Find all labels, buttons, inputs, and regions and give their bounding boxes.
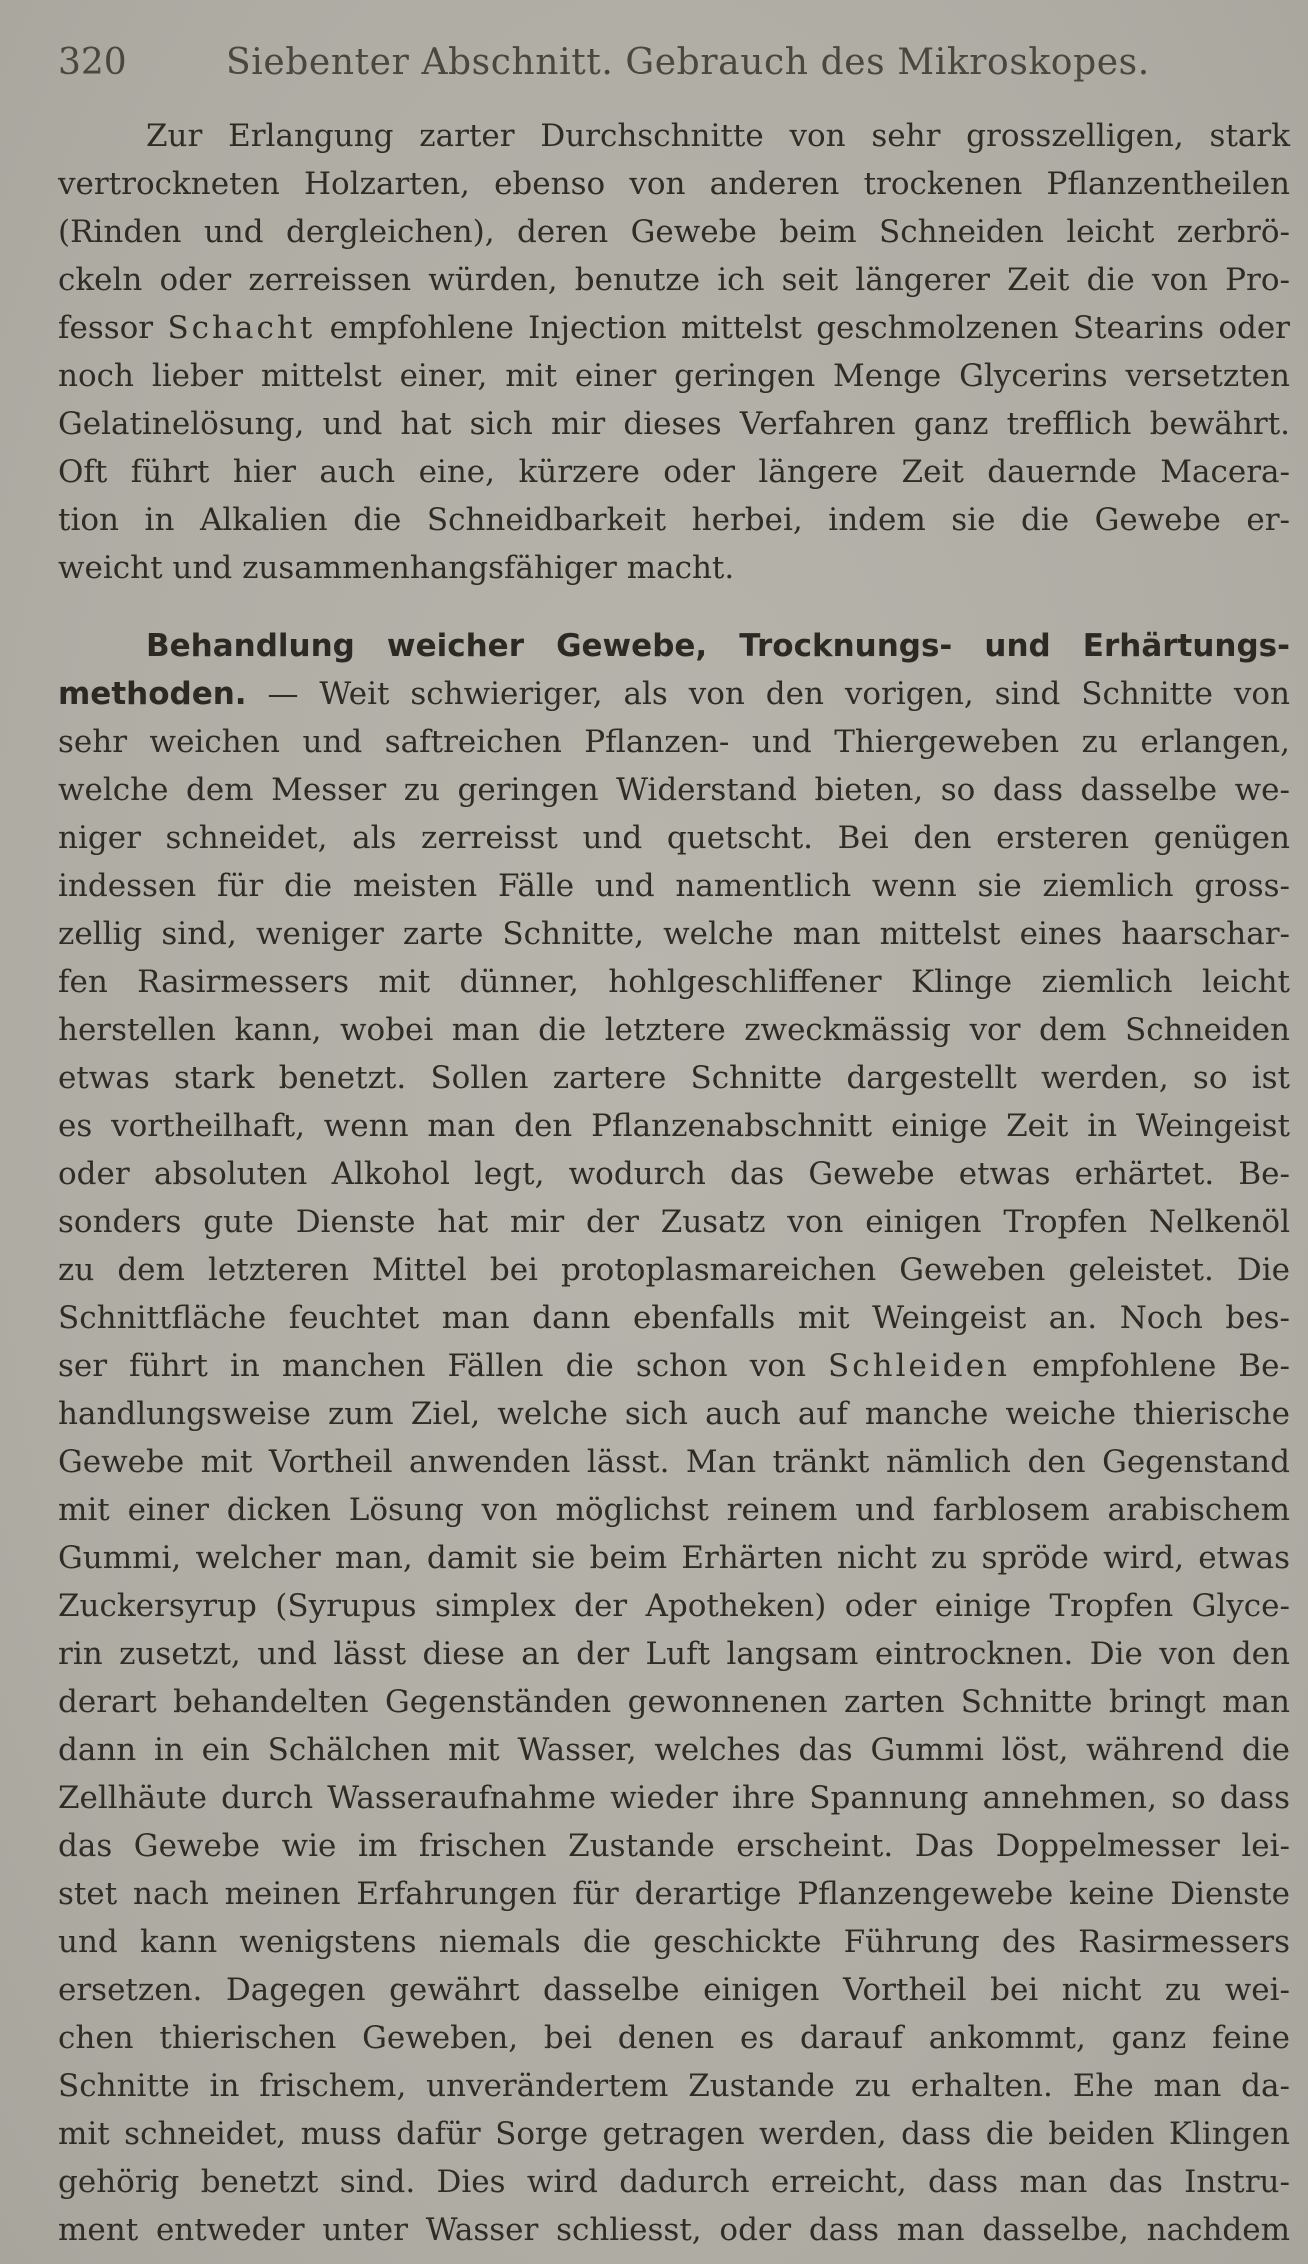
text-line: ment entweder unter Wasser schliesst, oder dass man dasselbe, nachdem xyxy=(58,2212,1290,2248)
text-line: und kann wenigstens niemals die geschickte Führung des Rasirmessers xyxy=(58,1924,1290,1960)
page-number: 320 xyxy=(58,42,127,83)
text-line: welche dem Messer zu geringen Widerstand bieten, so dass dasselbe we- xyxy=(58,772,1290,808)
page-header xyxy=(58,42,1278,92)
text-line: etwas stark benetzt. Sollen zartere Schnitte dargestellt werden, so ist xyxy=(58,1060,1290,1096)
text-line: sonders gute Dienste hat mir der Zusatz von einigen Tropfen Nelkenöl xyxy=(58,1204,1290,1240)
text-line: zu dem letzteren Mittel bei protoplasmareichen Geweben geleistet. Die xyxy=(58,1252,1290,1288)
text-line: Schnittfläche feuchtet man dann ebenfalls mit Weingeist an. Noch bes- xyxy=(58,1300,1290,1336)
text-line: ersetzen. Dagegen gewährt dasselbe einigen Vortheil bei nicht zu wei- xyxy=(58,1972,1290,2008)
text-line: das Gewebe wie im frischen Zustande erscheint. Das Doppelmesser lei- xyxy=(58,1828,1290,1864)
text-line: mit einer dicken Lösung von möglichst reinem und farblosem arabischem xyxy=(58,1492,1290,1528)
text-line: vertrockneten Holzarten, ebenso von anderen trockenen Pflanzentheilen xyxy=(58,166,1290,202)
text-line: Zellhäute durch Wasseraufnahme wieder ihre Spannung annehmen, so dass xyxy=(58,1780,1290,1816)
spaced-person-name: Schacht xyxy=(167,310,316,346)
section-heading-continued: methoden. xyxy=(58,676,247,712)
text-line: es vortheilhaft, wenn man den Pflanzenabschnitt einige Zeit in Weingeist xyxy=(58,1108,1290,1144)
section-heading: Behandlung weicher Gewebe, Trocknungs- und Erhärtungs- xyxy=(146,628,1290,664)
text-line: handlungsweise zum Ziel, welche sich auch auf manche weiche thierische xyxy=(58,1396,1290,1432)
text-run: — Weit schwieriger, als von den vorigen, sind Schnitte von xyxy=(246,676,1290,712)
text-line: weicht und zusammenhangsfähiger macht. xyxy=(58,550,735,586)
text-line: rin zusetzt, und lässt diese an der Luft langsam eintrocknen. Die von den xyxy=(58,1636,1290,1672)
text-line: oder absoluten Alkohol legt, wodurch das Gewebe etwas erhärtet. Be- xyxy=(58,1156,1290,1192)
text-line: Zur Erlangung zarter Durchschnitte von sehr grosszelligen, stark xyxy=(146,118,1290,154)
text-line: mit schneidet, muss dafür Sorge getragen werden, dass die beiden Klingen xyxy=(58,2116,1290,2152)
spaced-person-name: Schleiden xyxy=(828,1348,1010,1384)
text-line: Gelatinelösung, und hat sich mir dieses Verfahren ganz trefflich bewährt. xyxy=(58,406,1290,442)
text-line: fessor Schacht empfohlene Injection mittelst geschmolzenen Stearins oder xyxy=(58,310,1290,346)
text-line: fen Rasirmessers mit dünner, hohlgeschliffener Klinge ziemlich leicht xyxy=(58,964,1290,1000)
text-line: Gummi, welcher man, damit sie beim Erhärten nicht zu spröde wird, etwas xyxy=(58,1540,1290,1576)
text-line: chen thierischen Geweben, bei denen es darauf ankommt, ganz feine xyxy=(58,2020,1290,2056)
text-line: herstellen kann, wobei man die letztere zweckmässig vor dem Schneiden xyxy=(58,1012,1290,1048)
text-line: Gewebe mit Vortheil anwenden lässt. Man tränkt nämlich den Gegenstand xyxy=(58,1444,1290,1480)
text-line: dann in ein Schälchen mit Wasser, welches das Gummi löst, während die xyxy=(58,1732,1290,1768)
text-line: (Rinden und dergleichen), deren Gewebe beim Schneiden leicht zerbrö- xyxy=(58,214,1290,250)
text-line: zellig sind, weniger zarte Schnitte, welche man mittelst eines haarschar- xyxy=(58,916,1290,952)
text-line: indessen für die meisten Fälle und namentlich wenn sie ziemlich gross- xyxy=(58,868,1290,904)
text-line: ser führt in manchen Fällen die schon von Schleiden empfohlene Be- xyxy=(58,1348,1290,1384)
text-line: derart behandelten Gegenständen gewonnenen zarten Schnitte bringt man xyxy=(58,1684,1290,1720)
text-line: ckeln oder zerreissen würden, benutze ich seit längerer Zeit die von Pro- xyxy=(58,262,1290,298)
text-line: Schnitte in frischem, unverändertem Zustande zu erhalten. Ehe man da- xyxy=(58,2068,1290,2104)
text-line: Zuckersyrup (Syrupus simplex der Apotheken) oder einige Tropfen Glyce- xyxy=(58,1588,1290,1624)
text-line: sehr weichen und saftreichen Pflanzen- und Thiergeweben zu erlangen, xyxy=(58,724,1290,760)
text-line: tion in Alkalien die Schneidbarkeit herbei, indem sie die Gewebe er- xyxy=(58,502,1290,538)
running-title: Siebenter Abschnitt. Gebrauch des Mikroskopes. xyxy=(226,42,1150,83)
text-line: stet nach meinen Erfahrungen für derartige Pflanzengewebe keine Dienste xyxy=(58,1876,1290,1912)
text-line: Oft führt hier auch eine, kürzere oder längere Zeit dauernde Macera- xyxy=(58,454,1290,490)
text-line xyxy=(58,670,1290,718)
text-line: niger schneidet, als zerreisst und quetscht. Bei den ersteren genügen xyxy=(58,820,1290,856)
text-line: gehörig benetzt sind. Dies wird dadurch erreicht, dass man das Instru- xyxy=(58,2164,1290,2200)
text-line: noch lieber mittelst einer, mit einer geringen Menge Glycerins versetzten xyxy=(58,358,1290,394)
